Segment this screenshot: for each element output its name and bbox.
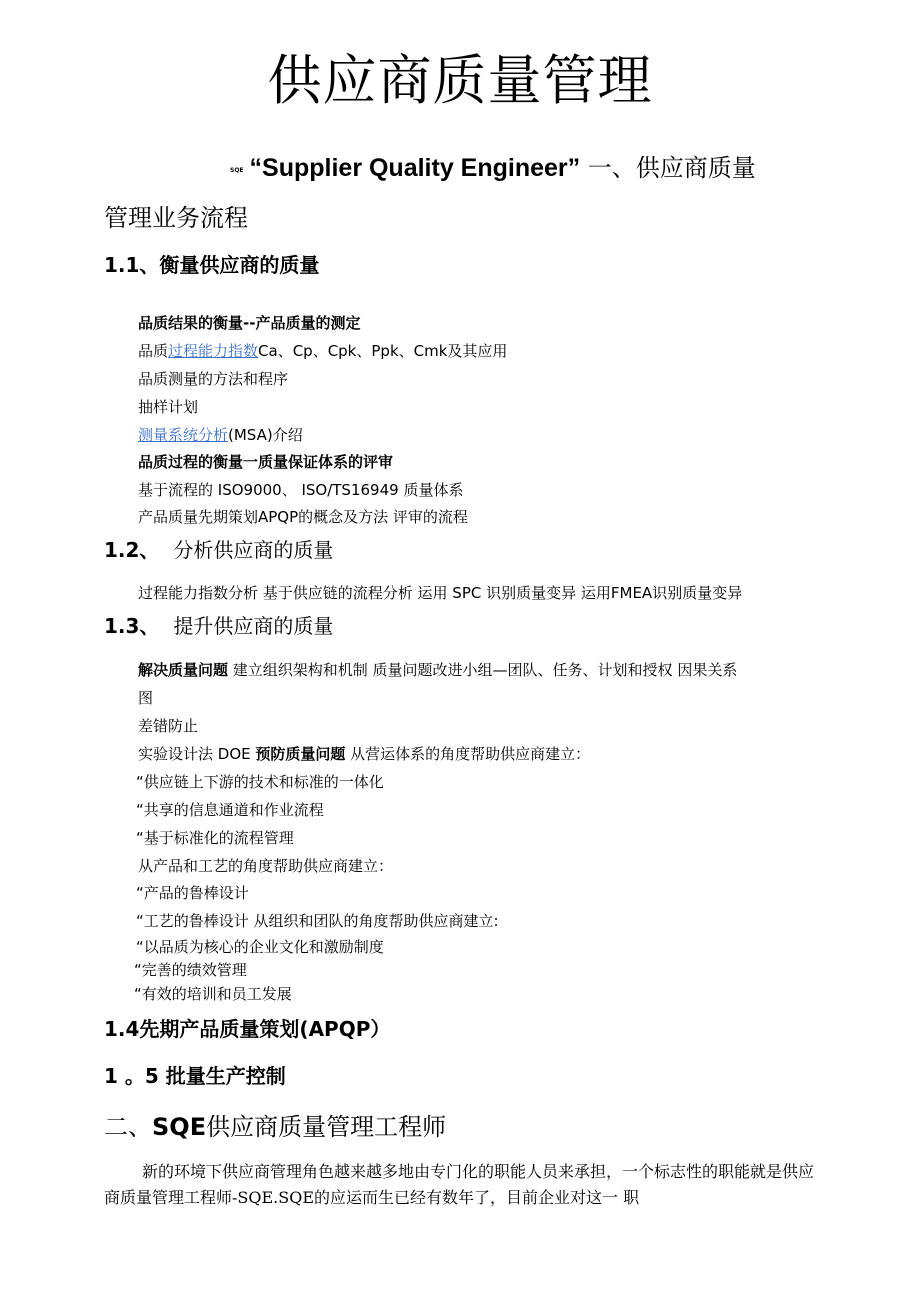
measure-line-5	[138, 424, 303, 445]
section2-heading	[104, 1107, 446, 1142]
heading-1-2	[104, 534, 333, 563]
improve-line-2: 差错防止	[138, 717, 199, 735]
section2-sqe: SQE	[152, 1113, 207, 1141]
measure-line-2	[138, 340, 507, 361]
improve-line-5: “共享的信息通道和作业流程	[136, 801, 324, 819]
heading-1-2-num: 1.2、	[104, 538, 160, 562]
improve-line-3	[138, 743, 590, 764]
analysis-line: 过程能力指数分析 基于供应链的流程分析 运用 SPC 识别质量变异 运用FMEA识别质量变异	[138, 584, 743, 602]
heading-1-3-num: 1.3、	[104, 614, 160, 638]
measure-line-6: 品质过程的衡量一质量保证体系的评审	[138, 453, 394, 471]
improve-line-8: “产品的鲁棒设计	[136, 884, 249, 902]
measure-line-3: 品质测量的方法和程序	[138, 370, 289, 388]
improve-line-3-post: 从营运体系的角度帮助供应商建立：	[345, 745, 591, 763]
improve-line-6: “基于标准化的流程管理	[136, 829, 294, 847]
heading-1-3	[104, 610, 333, 639]
improve-line-9: “工艺的鲁棒设计 从组织和团队的角度帮助供应商建立:	[136, 912, 499, 930]
measure-line-5-post: (MSA)介绍	[228, 426, 303, 444]
measure-line-2-pre: 品质	[138, 342, 169, 360]
sqe-heading-line	[230, 148, 756, 183]
heading-1-4: 1.4先期产品质量策划(APQP）	[104, 1017, 391, 1041]
msa-link[interactable]: 测量系统分析	[138, 426, 229, 444]
improve-line-4: “供应链上下游的技术和标准的一体化	[136, 773, 384, 791]
section1-heading-cont: 管理业务流程	[104, 204, 248, 232]
sqe-tag: SQE	[230, 167, 244, 174]
measure-line-1: 品质结果的衡量--产品质量的测定	[138, 314, 361, 332]
process-capability-link[interactable]: 过程能力指数	[168, 342, 259, 360]
improve-line-3-bold: 预防质量问题	[255, 745, 346, 763]
improve-line-1-bold: 解决质量问题	[138, 661, 229, 679]
measure-line-2-post: Ca、Cp、Cpk、Ppk、Cmk及其应用	[258, 342, 508, 360]
measure-line-8: 产品质量先期策划APQP的概念及方法 评审的流程	[138, 508, 468, 526]
improve-line-7: 从产品和工艺的角度帮助供应商建立：	[138, 857, 394, 875]
heading-1-2-text: 分析供应商的质量	[173, 538, 334, 562]
improve-line-11: “完善的绩效管理	[134, 961, 247, 979]
heading-1-5: 1 。5 批量生产控制	[104, 1064, 286, 1088]
page-title: 供应商质量管理	[267, 49, 653, 112]
improve-line-10: “以品质为核心的企业文化和激励制度	[136, 938, 384, 956]
improve-line-1-wrap: 图	[138, 689, 154, 707]
improve-line-3-pre: 实验设计法 DOE	[138, 745, 256, 763]
improve-line-1	[138, 659, 737, 680]
measure-line-7: 基于流程的 ISO9000、 ISO/TS16949 质量体系	[138, 481, 464, 499]
sqe-english: “Supplier Quality Engineer”	[249, 154, 581, 182]
section2-prefix: 二、	[104, 1113, 152, 1141]
section1-heading: 一、供应商质量	[587, 154, 756, 182]
heading-1-1: 1.1、衡量供应商的质量	[104, 253, 320, 277]
improve-line-1-rest: 建立组织架构和机制 质量问题改进小组—团队、任务、计划和授权 因果关系	[228, 661, 738, 679]
heading-1-3-text: 提升供应商的质量	[173, 614, 334, 638]
improve-line-12: “有效的培训和员工发展	[134, 985, 292, 1003]
measure-line-4: 抽样计划	[138, 398, 199, 416]
section2-text: 供应商质量管理工程师	[206, 1113, 447, 1141]
intro-paragraph: 新的环境下供应商管理角色越来越多地由专门化的职能人员来承担，一个标志性的职能就是供应商质量管理工程师-SQE.SQE的应运而生已经有数年了，目前企业对这一 职	[104, 1162, 815, 1207]
